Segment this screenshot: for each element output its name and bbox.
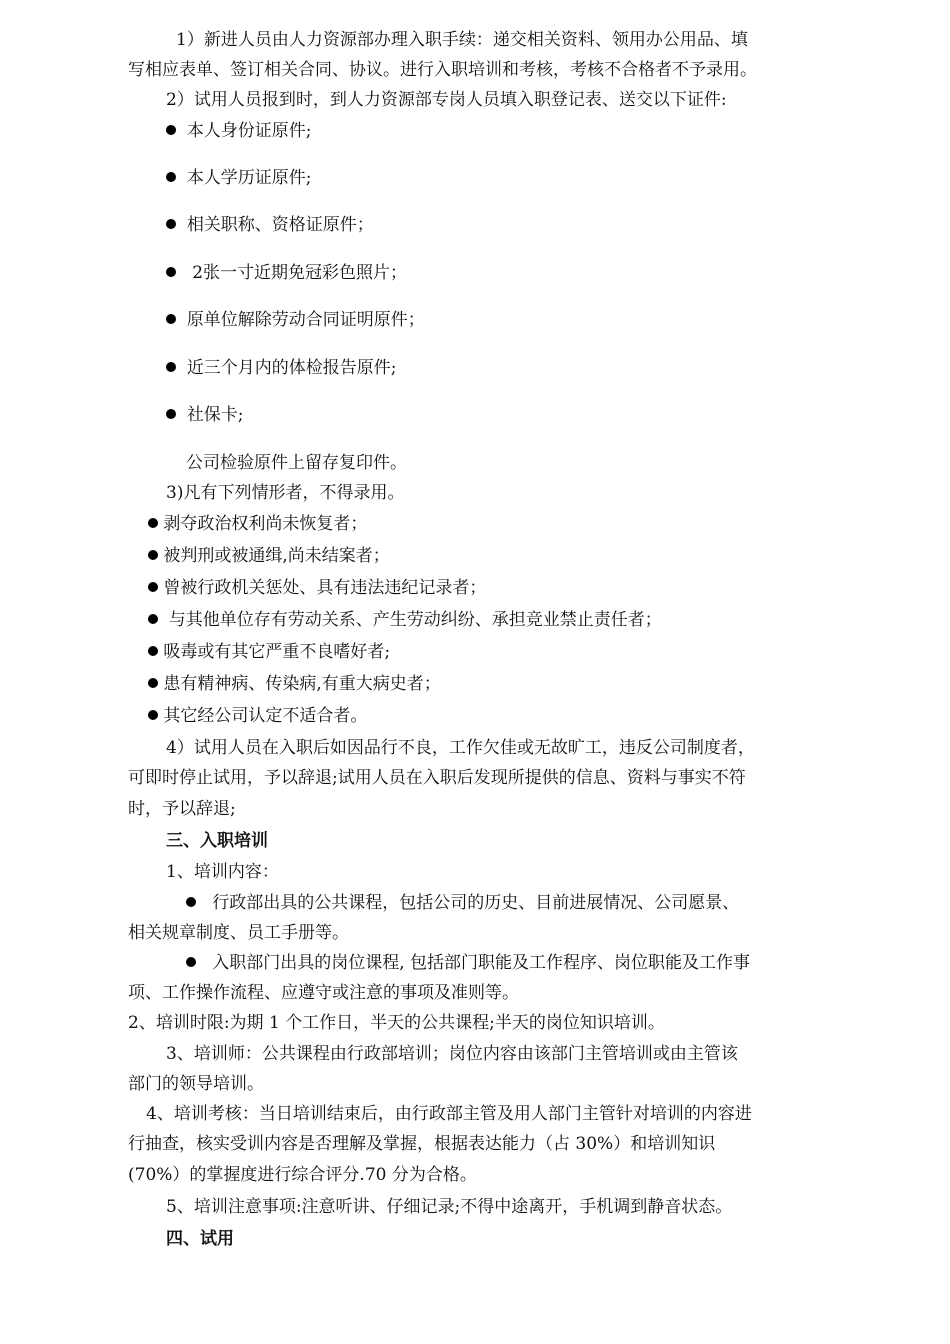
bullet-icon (148, 582, 158, 592)
training-trainer-line-1: 3、培训师：公共课程由行政部培训；岗位内容由该部门主管培训或由主管该 (166, 1044, 738, 1064)
cert-item-text: 本人身份证原件; (186, 121, 312, 141)
bullet-icon (166, 172, 176, 182)
cert-item-text: 相关职称、资格证原件； (186, 215, 374, 235)
training-item-continuation: 相关规章制度、员工手册等。 (128, 923, 349, 943)
training-item (186, 892, 739, 914)
exclusion-item (148, 641, 390, 663)
bullet-icon (166, 409, 176, 419)
exclusion-item (148, 609, 662, 631)
cert-item (166, 357, 397, 379)
copy-note: 公司检验原件上留存复印件。 (186, 453, 407, 473)
paragraph-4-line-3: 时，予以辞退; (128, 799, 236, 819)
exclusion-item (148, 673, 441, 695)
bullet-icon (186, 957, 196, 967)
cert-item (166, 262, 407, 284)
paragraph-4-line-1: 4）试用人员在入职后如因品行不良，工作欠佳或无故旷工，违反公司制度者， (166, 738, 755, 758)
cert-item (166, 214, 374, 236)
training-notes: 5、培训注意事项:注意听讲、仔细记录;不得中途离开，手机调到静音状态。 (166, 1197, 733, 1217)
training-duration: 2、培训时限:为期 1 个工作日，半天的公共课程;半天的岗位知识培训。 (128, 1013, 665, 1033)
bullet-icon (148, 614, 158, 624)
exclusion-item-text: 剥夺政治权利尚未恢复者； (163, 514, 368, 534)
training-item-continuation: 项、工作操作流程、应遵守或注意的事项及准则等。 (128, 983, 519, 1003)
cert-item (166, 120, 312, 142)
bullet-icon (166, 267, 176, 277)
bullet-icon (166, 125, 176, 135)
exclusion-item-text: 患有精神病、传染病,有重大病史者； (163, 674, 441, 694)
exclusion-item-text: 吸毒或有其它严重不良嗜好者; (163, 642, 391, 662)
bullet-icon (148, 710, 158, 720)
cert-item (166, 404, 244, 426)
paragraph-4-line-2: 可即时停止试用，予以辞退;试用人员在入职后发现所提供的信息、资料与事实不符 (128, 768, 746, 788)
bullet-icon (166, 314, 176, 324)
cert-item (166, 167, 312, 189)
exclusion-item (148, 577, 486, 599)
paragraph-2: 2）试用人员报到时，到人力资源部专岗人员填入职登记表、送交以下证件: (166, 90, 727, 110)
cert-item-text: 近三个月内的体检报告原件; (186, 358, 397, 378)
exclusion-item (148, 705, 367, 727)
training-item-text: 入职部门出具的岗位课程, 包括部门职能及工作程序、岗位职能及工作事 (212, 953, 751, 973)
training-trainer-line-2: 部门的领导培训。 (128, 1074, 264, 1094)
cert-item-text: 本人学历证原件; (186, 168, 312, 188)
paragraph-3: 3)凡有下列情形者，不得录用。 (166, 483, 405, 503)
exclusion-item (148, 513, 367, 535)
bullet-icon (148, 646, 158, 656)
exclusion-item-text: 与其他单位存有劳动关系、产生劳动纠纷、承担竞业禁止责任者； (163, 610, 662, 630)
cert-item (166, 309, 425, 331)
cert-item-text: 社保卡; (186, 405, 244, 425)
exclusion-item-text: 曾被行政机关惩处、具有违法违纪记录者； (163, 578, 487, 598)
training-item (186, 952, 750, 974)
bullet-icon (186, 897, 196, 907)
training-assessment-line-3: (70%）的掌握度进行综合评分.70 分为合格。 (128, 1165, 477, 1185)
section-heading-training: 三、入职培训 (166, 831, 268, 851)
exclusion-item (148, 545, 390, 567)
exclusion-item-text: 其它经公司认定不适合者。 (163, 706, 368, 726)
bullet-icon (148, 518, 158, 528)
section-heading-probation: 四、试用 (166, 1229, 234, 1249)
exclusion-item-text: 被判刑或被通缉,尚未结案者； (163, 546, 390, 566)
training-item-text: 行政部出具的公共课程，包括公司的历史、目前进展情况、公司愿景、 (212, 893, 740, 913)
training-assessment-line-2: 行抽查，核实受训内容是否理解及掌握，根据表达能力（占 30%）和培训知识 (128, 1134, 716, 1154)
training-assessment-line-1: 4、培训考核：当日培训结束后，由行政部主管及用人部门主管针对培训的内容进 (146, 1104, 752, 1124)
bullet-icon (148, 550, 158, 560)
cert-item-text: 原单位解除劳动合同证明原件； (186, 310, 425, 330)
bullet-icon (148, 678, 158, 688)
bullet-icon (166, 362, 176, 372)
bullet-icon (166, 219, 176, 229)
cert-item-text: 2张一寸近期免冠彩色照片； (186, 263, 408, 283)
paragraph-1-line-1: 1）新进人员由人力资源部办理入职手续：递交相关资料、领用办公用品、填 (176, 30, 748, 50)
paragraph-1-line-2: 写相应表单、签订相关合同、协议。进行入职培训和考核，考核不合格者不予录用。 (128, 60, 757, 80)
training-content-label: 1、培训内容： (166, 862, 279, 882)
